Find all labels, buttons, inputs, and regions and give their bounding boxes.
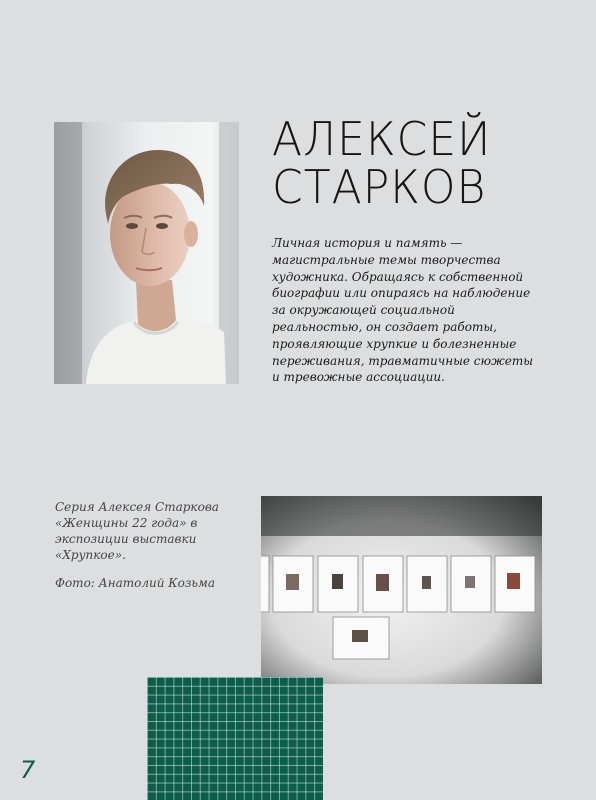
portrait-illustration <box>54 122 239 384</box>
photo-caption <box>55 499 255 591</box>
gallery-wall-illustration <box>261 496 542 684</box>
artist-portrait-photo <box>54 122 239 384</box>
exhibition-photo <box>261 496 542 684</box>
artist-first-name: АЛЕКСЕЙ <box>272 112 492 167</box>
page-number: 7 <box>20 756 36 784</box>
frame-row-bottom <box>333 617 389 659</box>
photo-credit: Фото: Анатолий Козьма <box>55 576 216 590</box>
artist-last-name: СТАРКОВ <box>272 161 487 215</box>
artist-name-heading <box>272 112 572 215</box>
caption-text: Серия Алексея Старкова «Женщины 22 года» в экспозиции выставки «Хрупкое». <box>55 500 219 562</box>
decorative-green-grid <box>147 677 323 800</box>
artist-bio-text: Личная история и память — магистральные темы творчества художника. Обращаясь к собственной биографии или опираясь на наблюдение за окружающей социальной реальностью, он создает работы, проявляющие хрупкие и болезненные переживания, травматичные сюжеты и тревожные ассоциации. <box>272 236 533 385</box>
